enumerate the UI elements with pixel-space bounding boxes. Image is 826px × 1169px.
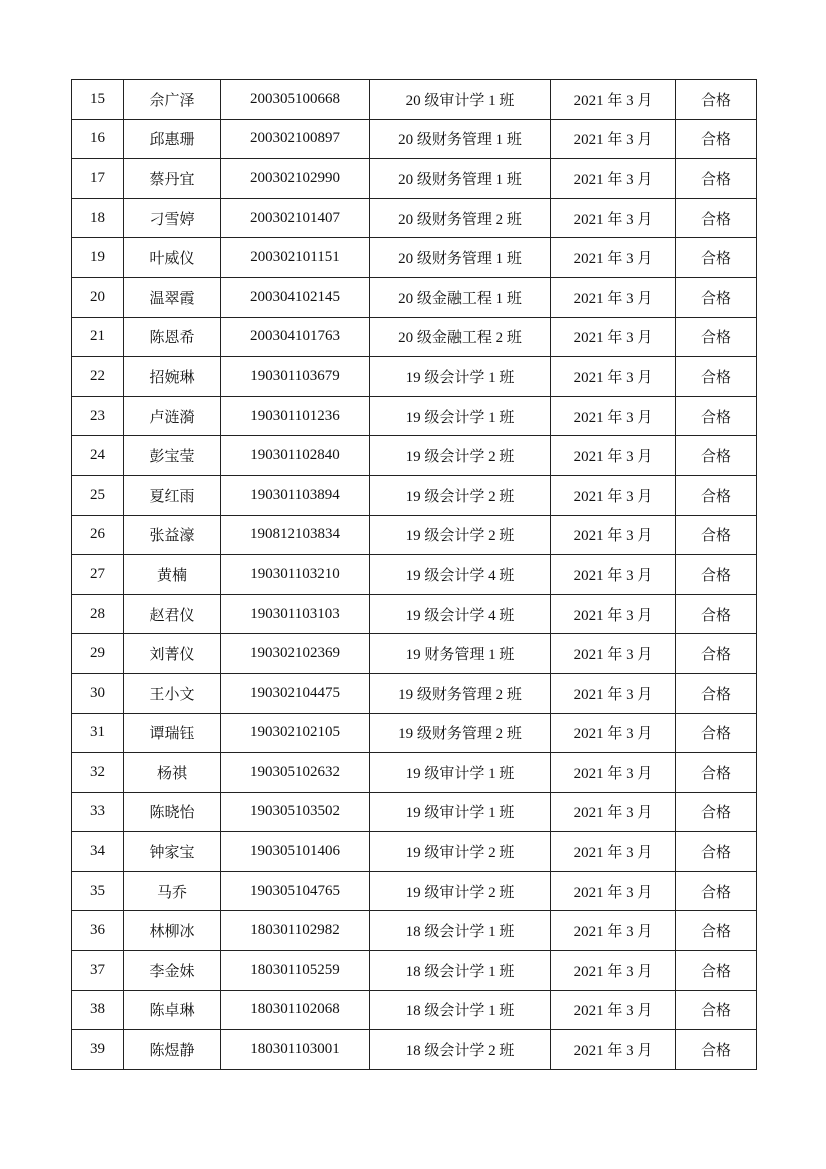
class-name: 19 级会计学 4 班 [370, 594, 551, 634]
result-status: 合格 [676, 753, 757, 793]
row-number: 20 [72, 277, 124, 317]
result-status: 合格 [676, 317, 757, 357]
pass-date: 2021 年 3 月 [551, 198, 676, 238]
result-status: 合格 [676, 436, 757, 476]
student-name: 杨祺 [124, 753, 221, 793]
row-number: 18 [72, 198, 124, 238]
result-status: 合格 [676, 80, 757, 120]
pass-date: 2021 年 3 月 [551, 1030, 676, 1070]
student-id: 200302100897 [221, 119, 370, 159]
row-number: 24 [72, 436, 124, 476]
class-name: 19 财务管理 1 班 [370, 634, 551, 674]
pass-date: 2021 年 3 月 [551, 753, 676, 793]
student-id: 180301105259 [221, 951, 370, 991]
pass-date: 2021 年 3 月 [551, 396, 676, 436]
row-number: 22 [72, 357, 124, 397]
pass-date: 2021 年 3 月 [551, 159, 676, 199]
student-id: 180301102068 [221, 990, 370, 1030]
row-number: 30 [72, 673, 124, 713]
student-name: 黄楠 [124, 555, 221, 595]
result-status: 合格 [676, 594, 757, 634]
table-row [72, 990, 757, 1030]
class-name: 19 级会计学 4 班 [370, 555, 551, 595]
student-name: 邱惠珊 [124, 119, 221, 159]
pass-date: 2021 年 3 月 [551, 277, 676, 317]
result-status: 合格 [676, 238, 757, 278]
row-number: 36 [72, 911, 124, 951]
table-row [72, 475, 757, 515]
student-name: 赵君仪 [124, 594, 221, 634]
student-name: 王小文 [124, 673, 221, 713]
result-status: 合格 [676, 515, 757, 555]
result-status: 合格 [676, 871, 757, 911]
row-number: 17 [72, 159, 124, 199]
class-name: 19 级会计学 2 班 [370, 475, 551, 515]
student-id: 190302104475 [221, 673, 370, 713]
student-id: 200302101407 [221, 198, 370, 238]
result-status: 合格 [676, 198, 757, 238]
result-status: 合格 [676, 634, 757, 674]
row-number: 27 [72, 555, 124, 595]
table-row [72, 951, 757, 991]
row-number: 21 [72, 317, 124, 357]
table-row [72, 792, 757, 832]
row-number: 28 [72, 594, 124, 634]
student-name: 陈晓怡 [124, 792, 221, 832]
class-name: 19 级审计学 1 班 [370, 753, 551, 793]
class-name: 18 级会计学 1 班 [370, 951, 551, 991]
table-row [72, 159, 757, 199]
student-name: 彭宝莹 [124, 436, 221, 476]
class-name: 19 级会计学 2 班 [370, 436, 551, 476]
student-id: 190305101406 [221, 832, 370, 872]
student-id: 200304102145 [221, 277, 370, 317]
pass-date: 2021 年 3 月 [551, 594, 676, 634]
result-status: 合格 [676, 990, 757, 1030]
student-id: 190302102105 [221, 713, 370, 753]
class-name: 18 级会计学 2 班 [370, 1030, 551, 1070]
row-number: 34 [72, 832, 124, 872]
pass-date: 2021 年 3 月 [551, 990, 676, 1030]
row-number: 31 [72, 713, 124, 753]
student-name: 马乔 [124, 871, 221, 911]
student-name: 李金妹 [124, 951, 221, 991]
row-number: 16 [72, 119, 124, 159]
row-number: 33 [72, 792, 124, 832]
student-name: 陈卓琳 [124, 990, 221, 1030]
row-number: 26 [72, 515, 124, 555]
result-status: 合格 [676, 119, 757, 159]
student-id: 190305104765 [221, 871, 370, 911]
class-name: 19 级财务管理 2 班 [370, 713, 551, 753]
table-row [72, 713, 757, 753]
pass-date: 2021 年 3 月 [551, 475, 676, 515]
pass-date: 2021 年 3 月 [551, 80, 676, 120]
table-row [72, 80, 757, 120]
result-status: 合格 [676, 277, 757, 317]
student-id: 200302102990 [221, 159, 370, 199]
student-name: 佘广泽 [124, 80, 221, 120]
student-id: 190301103103 [221, 594, 370, 634]
class-name: 20 级金融工程 2 班 [370, 317, 551, 357]
class-name: 19 级财务管理 2 班 [370, 673, 551, 713]
pass-date: 2021 年 3 月 [551, 951, 676, 991]
row-number: 35 [72, 871, 124, 911]
student-name: 蔡丹宜 [124, 159, 221, 199]
table-row [72, 871, 757, 911]
table-row [72, 555, 757, 595]
row-number: 19 [72, 238, 124, 278]
student-id: 190305102632 [221, 753, 370, 793]
result-status: 合格 [676, 555, 757, 595]
student-id: 190301103679 [221, 357, 370, 397]
result-status: 合格 [676, 713, 757, 753]
student-name: 卢涟漪 [124, 396, 221, 436]
student-id: 190301102840 [221, 436, 370, 476]
result-status: 合格 [676, 792, 757, 832]
table-row [72, 634, 757, 674]
class-name: 18 级会计学 1 班 [370, 990, 551, 1030]
student-id: 190305103502 [221, 792, 370, 832]
row-number: 15 [72, 80, 124, 120]
student-name: 谭瑞钰 [124, 713, 221, 753]
result-status: 合格 [676, 396, 757, 436]
student-name: 温翠霞 [124, 277, 221, 317]
class-name: 19 级审计学 1 班 [370, 792, 551, 832]
pass-date: 2021 年 3 月 [551, 871, 676, 911]
class-name: 19 级会计学 2 班 [370, 515, 551, 555]
student-name: 林柳冰 [124, 911, 221, 951]
result-status: 合格 [676, 911, 757, 951]
table-row [72, 594, 757, 634]
student-id: 190301101236 [221, 396, 370, 436]
row-number: 38 [72, 990, 124, 1030]
result-status: 合格 [676, 951, 757, 991]
table-row [72, 673, 757, 713]
student-id: 190301103894 [221, 475, 370, 515]
pass-date: 2021 年 3 月 [551, 713, 676, 753]
student-id: 200302101151 [221, 238, 370, 278]
class-name: 20 级财务管理 1 班 [370, 159, 551, 199]
table-row [72, 198, 757, 238]
table-row [72, 753, 757, 793]
student-name: 刘菁仪 [124, 634, 221, 674]
class-name: 20 级财务管理 1 班 [370, 238, 551, 278]
table-row [72, 436, 757, 476]
student-id: 190301103210 [221, 555, 370, 595]
table-row [72, 832, 757, 872]
table-row [72, 277, 757, 317]
class-name: 20 级财务管理 1 班 [370, 119, 551, 159]
student-id: 200305100668 [221, 80, 370, 120]
result-status: 合格 [676, 832, 757, 872]
result-status: 合格 [676, 673, 757, 713]
class-name: 20 级金融工程 1 班 [370, 277, 551, 317]
pass-date: 2021 年 3 月 [551, 911, 676, 951]
student-id: 190812103834 [221, 515, 370, 555]
result-status: 合格 [676, 1030, 757, 1070]
class-name: 20 级财务管理 2 班 [370, 198, 551, 238]
pass-date: 2021 年 3 月 [551, 634, 676, 674]
table-row [72, 1030, 757, 1070]
student-id: 190302102369 [221, 634, 370, 674]
row-number: 32 [72, 753, 124, 793]
result-status: 合格 [676, 475, 757, 515]
row-number: 25 [72, 475, 124, 515]
pass-date: 2021 年 3 月 [551, 357, 676, 397]
table-row [72, 317, 757, 357]
row-number: 29 [72, 634, 124, 674]
class-name: 19 级审计学 2 班 [370, 832, 551, 872]
student-name: 夏红雨 [124, 475, 221, 515]
table-body [72, 80, 757, 1070]
pass-date: 2021 年 3 月 [551, 792, 676, 832]
result-status: 合格 [676, 357, 757, 397]
results-table [71, 79, 757, 1070]
student-id: 200304101763 [221, 317, 370, 357]
student-name: 张益濠 [124, 515, 221, 555]
pass-date: 2021 年 3 月 [551, 436, 676, 476]
class-name: 19 级会计学 1 班 [370, 396, 551, 436]
result-status: 合格 [676, 159, 757, 199]
class-name: 18 级会计学 1 班 [370, 911, 551, 951]
pass-date: 2021 年 3 月 [551, 238, 676, 278]
pass-date: 2021 年 3 月 [551, 515, 676, 555]
table-row [72, 238, 757, 278]
student-id: 180301102982 [221, 911, 370, 951]
row-number: 23 [72, 396, 124, 436]
table-row [72, 119, 757, 159]
student-name: 招婉琳 [124, 357, 221, 397]
student-name: 陈恩希 [124, 317, 221, 357]
class-name: 20 级审计学 1 班 [370, 80, 551, 120]
student-name: 叶威仪 [124, 238, 221, 278]
pass-date: 2021 年 3 月 [551, 317, 676, 357]
row-number: 39 [72, 1030, 124, 1070]
student-id: 180301103001 [221, 1030, 370, 1070]
pass-date: 2021 年 3 月 [551, 832, 676, 872]
class-name: 19 级会计学 1 班 [370, 357, 551, 397]
row-number: 37 [72, 951, 124, 991]
table-row [72, 911, 757, 951]
pass-date: 2021 年 3 月 [551, 555, 676, 595]
table-row [72, 515, 757, 555]
table-row [72, 396, 757, 436]
table-row [72, 357, 757, 397]
class-name: 19 级审计学 2 班 [370, 871, 551, 911]
student-name: 刁雪婷 [124, 198, 221, 238]
pass-date: 2021 年 3 月 [551, 673, 676, 713]
student-name: 陈煜静 [124, 1030, 221, 1070]
student-name: 钟家宝 [124, 832, 221, 872]
pass-date: 2021 年 3 月 [551, 119, 676, 159]
